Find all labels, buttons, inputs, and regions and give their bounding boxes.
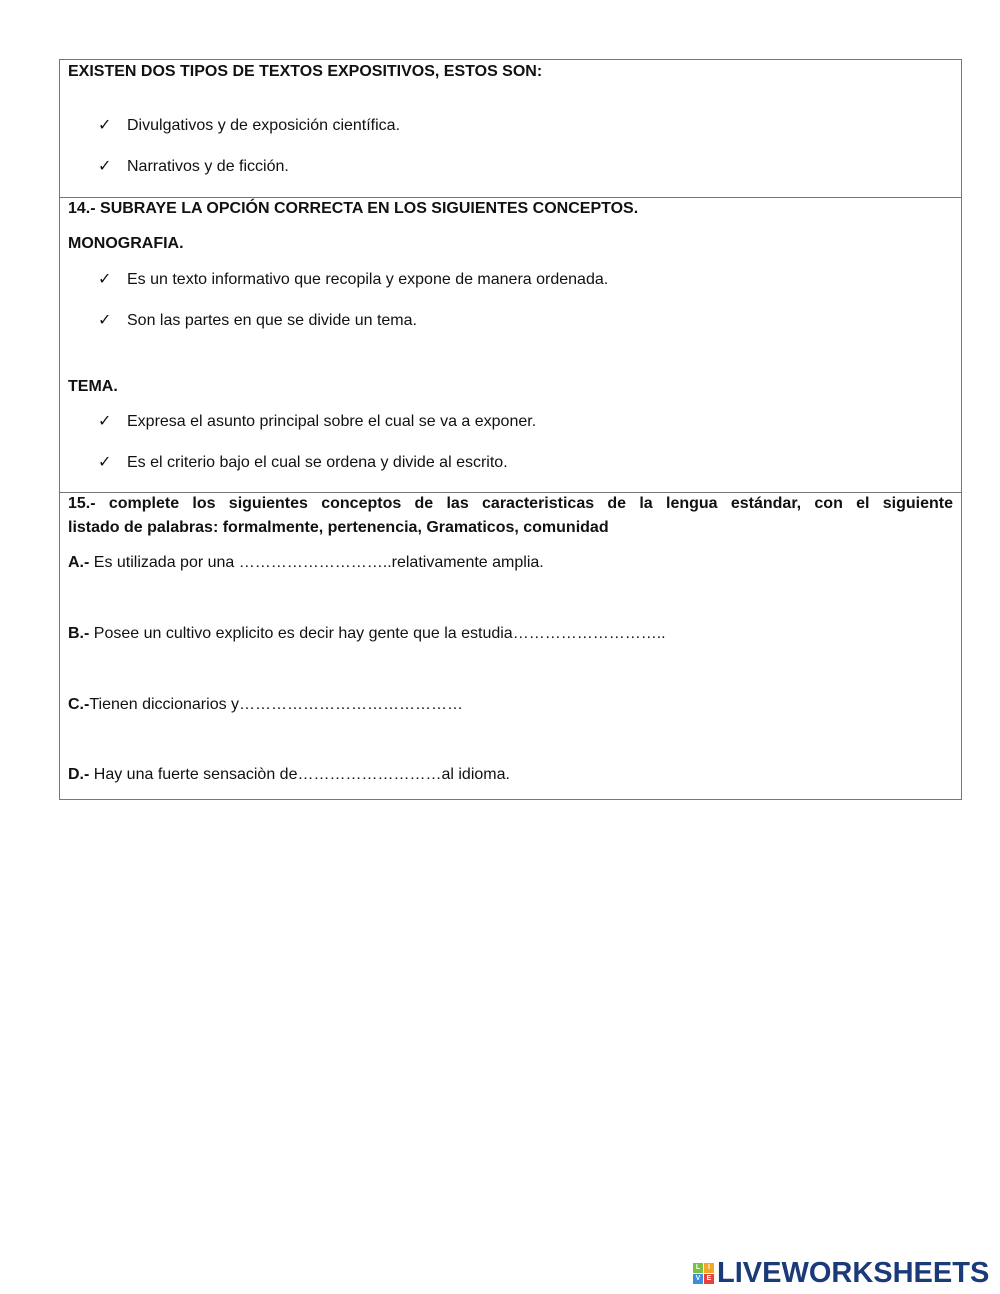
item-text: Es utilizada por una ………………………..relativamente amplia. [89,554,544,571]
item-label: A.- [68,554,90,571]
section-title-line1: 15.- complete los siguientes conceptos de las caracteristicas de la lengua estándar, con el siguiente [68,495,953,512]
heading-monografia: MONOGRAFIA. [68,235,184,252]
check-icon: ✓ [98,454,112,471]
list-item: Divulgativos y de exposición científica. [127,117,401,134]
logo-tile: L [693,1263,703,1273]
check-icon: ✓ [98,271,112,288]
section-expository-types [59,59,962,198]
item-text: Posee un cultivo explicito es decir hay gente que la estudia……………………….. [89,625,666,642]
item-text: Hay una fuerte sensaciòn de………………………al idioma. [89,766,510,783]
fill-item-b[interactable] [68,624,666,644]
option-item[interactable]: Expresa el asunto principal sobre el cual se va a exponer. [127,413,537,430]
logo-tiles-icon [693,1263,714,1284]
option-item[interactable]: Son las partes en que se divide un tema. [127,312,417,329]
liveworksheets-logo [693,1257,989,1290]
check-icon: ✓ [98,413,112,430]
fill-item-c[interactable] [68,695,463,715]
logo-tile: E [704,1274,714,1284]
heading-tema: TEMA. [68,378,118,395]
logo-tile: V [693,1274,703,1284]
section-15 [59,492,962,800]
fill-item-d[interactable] [68,765,510,785]
item-label: D.- [68,766,90,783]
item-text: Tienen diccionarios y…………………………………… [89,696,464,713]
section-title-line2: listado de palabras: formalmente, pertenencia, Gramaticos, comunidad [68,519,609,536]
item-label: B.- [68,625,90,642]
option-item[interactable]: Es el criterio bajo el cual se ordena y divide al escrito. [127,454,508,471]
logo-text: LIVEWORKSHEETS [717,1257,990,1289]
logo-tile: I [704,1263,714,1273]
section-title: 14.- SUBRAYE LA OPCIÓN CORRECTA EN LOS SIGUIENTES CONCEPTOS. [68,200,639,217]
check-icon: ✓ [98,158,112,175]
check-icon: ✓ [98,117,112,134]
check-icon: ✓ [98,312,112,329]
fill-item-a[interactable] [68,553,544,573]
section-14 [59,197,962,493]
list-item: Narrativos y de ficción. [127,158,289,175]
option-item[interactable]: Es un texto informativo que recopila y expone de manera ordenada. [127,271,609,288]
section-title: EXISTEN DOS TIPOS DE TEXTOS EXPOSITIVOS, ESTOS SON: [68,63,543,80]
item-label: C.- [68,696,90,713]
